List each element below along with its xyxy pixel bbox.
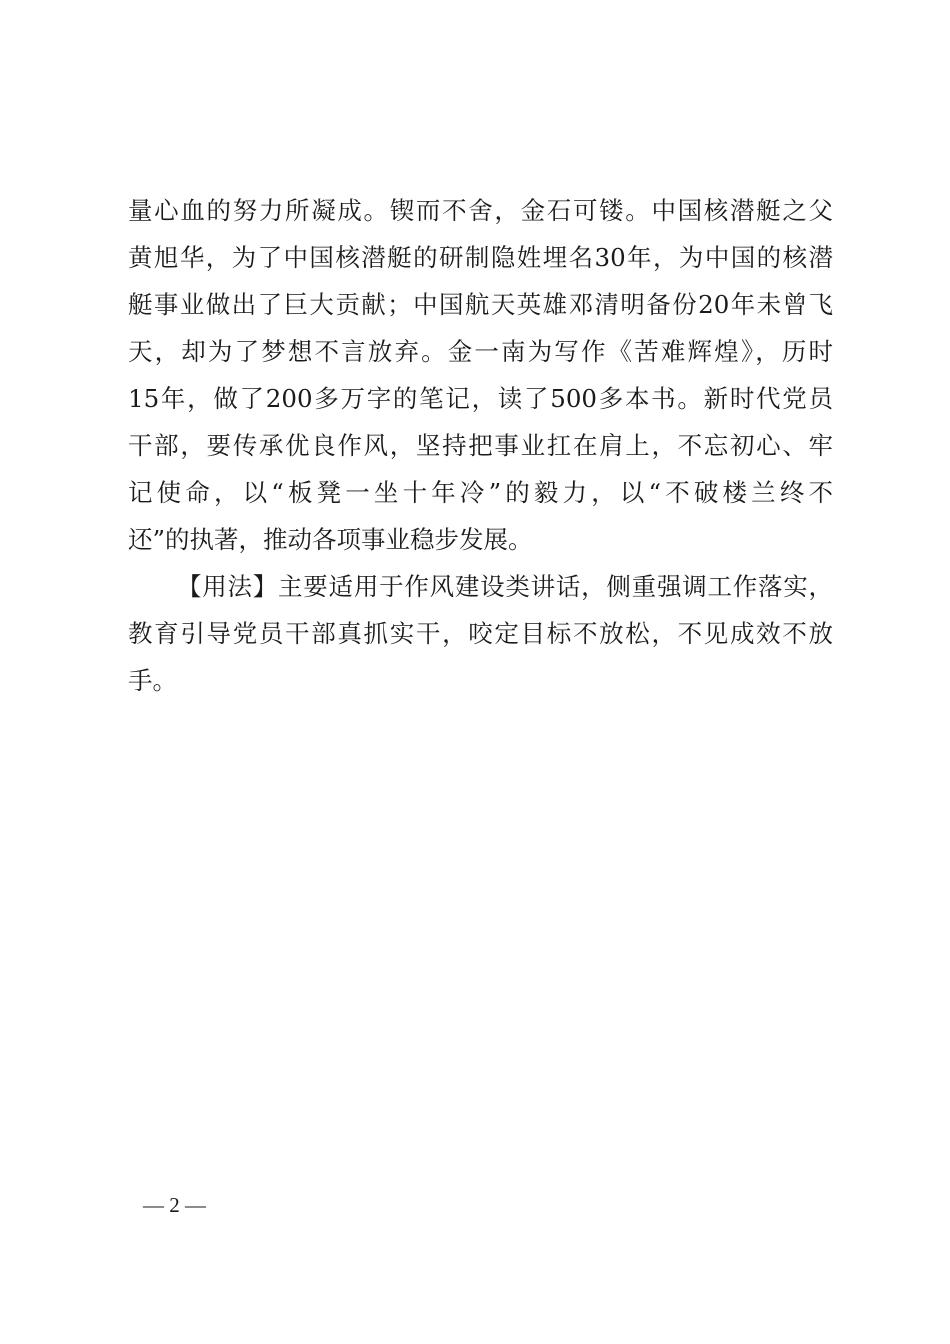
- page-number: — 2 —: [143, 1193, 206, 1217]
- text-line: 还”的执著，推动各项事业稳步发展。: [128, 525, 533, 554]
- text-line: 记使命，以“板凳一坐十年冷”的毅力，以“不破楼兰终不: [128, 478, 833, 507]
- text-line: 手。: [128, 666, 177, 695]
- text-line: 干部，要传承优良作风，坚持把事业扛在肩上，不忘初心、牢: [128, 431, 833, 460]
- text-line: 艇事业做出了巨大贡献；中国航天英雄邓清明备份20年未曾飞: [128, 290, 833, 319]
- text-line: 教育引导党员干部真抓实干，咬定目标不放松，不见成效不放: [128, 619, 833, 648]
- paragraph-2: [128, 563, 833, 704]
- text-line: 【用法】主要适用于作风建设类讲话，侧重强调工作落实，: [177, 572, 833, 601]
- text-line: 量心血的努力所凝成。锲而不舍，金石可镂。中国核潜艇之父: [128, 196, 833, 225]
- text-line: 天，却为了梦想不言放弃。金一南为写作《苦难辉煌》，历时: [128, 337, 833, 366]
- body-text: [128, 187, 833, 704]
- paragraph-1: [128, 187, 833, 563]
- text-line: 15年，做了200多万字的笔记，读了500多本书。新时代党员: [128, 384, 833, 413]
- text-line: 黄旭华，为了中国核潜艇的研制隐姓埋名30年，为中国的核潜: [128, 243, 833, 272]
